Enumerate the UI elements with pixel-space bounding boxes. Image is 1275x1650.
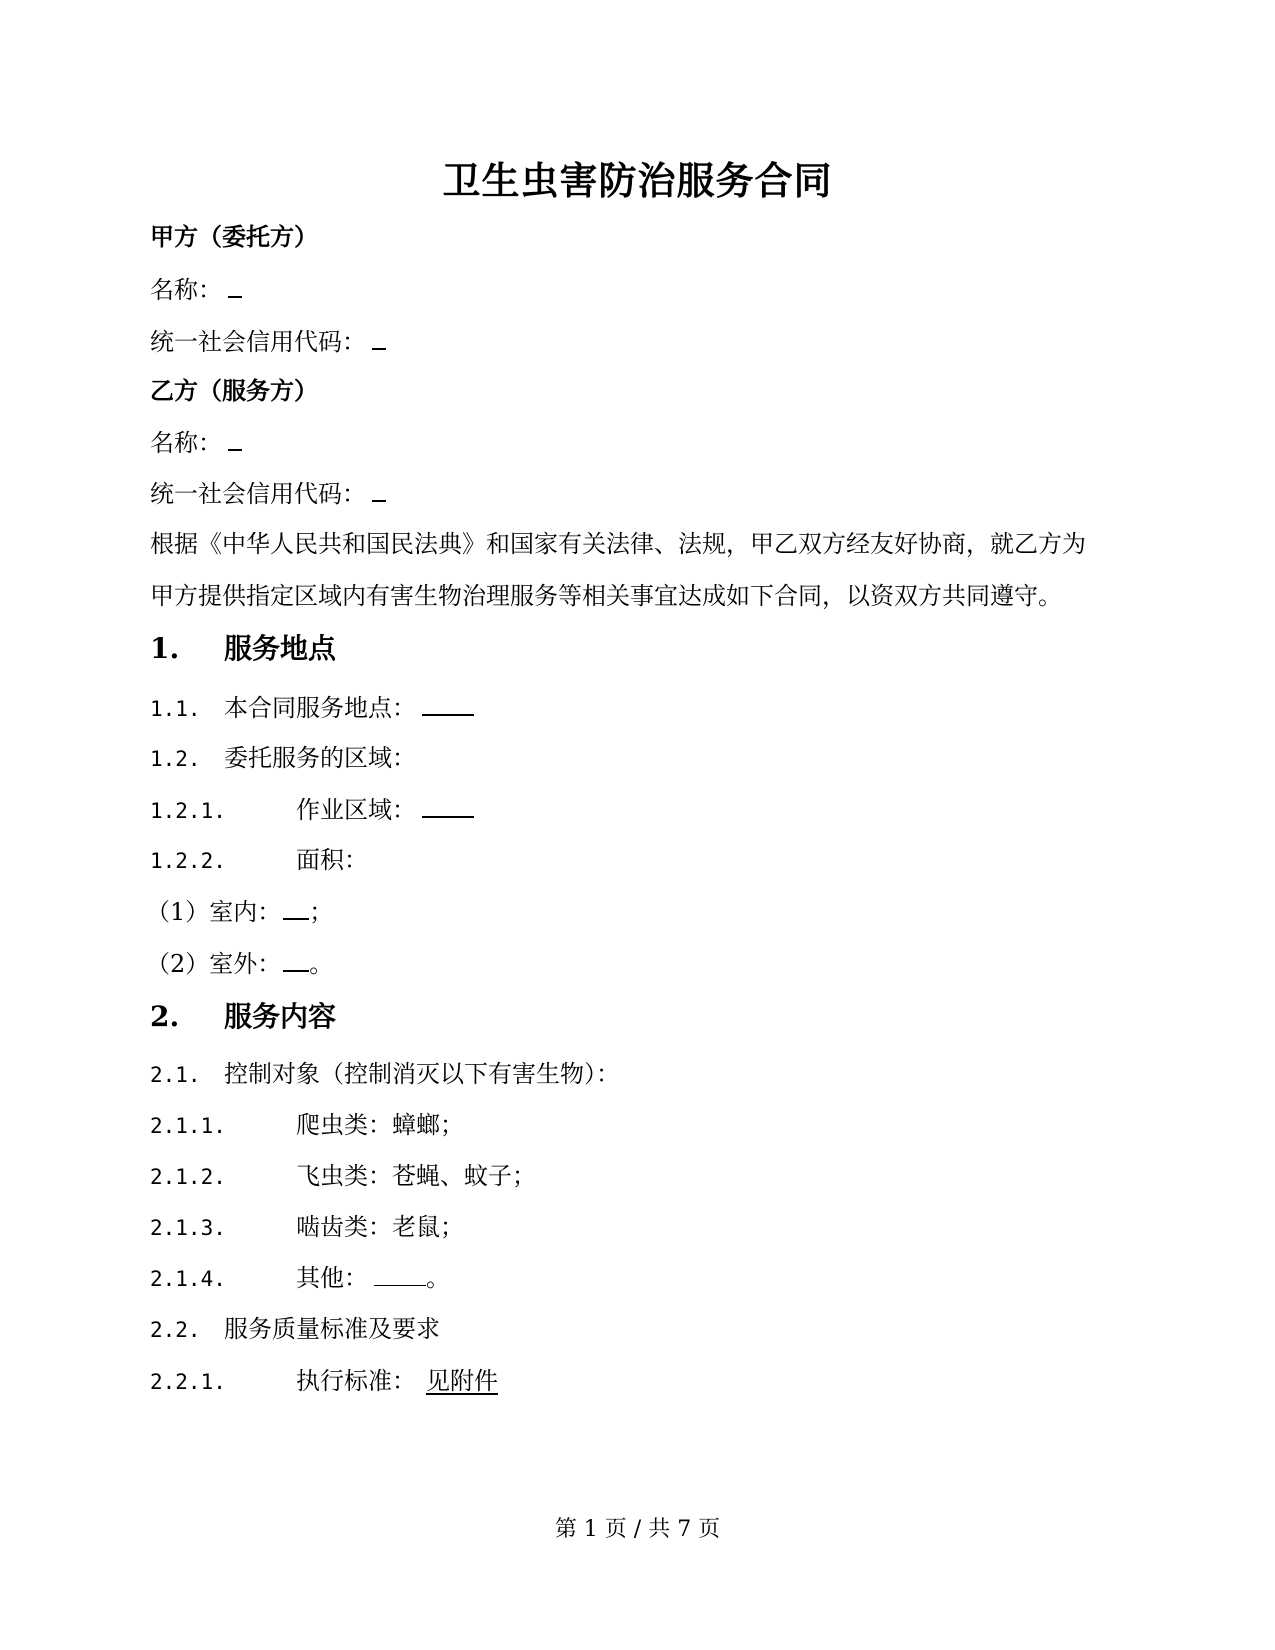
clause-text: 服务质量标准及要求 [224, 1315, 440, 1343]
clause-text: 爬虫类：蟑螂； [296, 1111, 464, 1139]
party-b-credit-label: 统一社会信用代码： [150, 480, 366, 508]
clause-2-1-4 [150, 1263, 450, 1294]
party-b-name [150, 427, 242, 458]
clause-number: 2.2. [150, 1318, 201, 1342]
party-a-credit-label: 统一社会信用代码： [150, 328, 366, 356]
work-area-blank [422, 794, 474, 818]
clause-2-1-3 [150, 1212, 464, 1243]
clause-number: 2.1.1. [150, 1114, 226, 1138]
other-pests-blank [374, 1267, 426, 1286]
party-b-heading: 乙方（服务方） [150, 376, 318, 405]
party-a-name-label: 名称： [150, 276, 222, 304]
clause-text: 控制对象（控制消灭以下有害生物）： [224, 1060, 620, 1088]
intro-line-2: 甲方提供指定区域内有害生物治理服务等相关事宜达成如下合同，以资双方共同遵守。 [150, 582, 1062, 610]
clause-text: 啮齿类：老鼠； [296, 1213, 464, 1241]
document-title: 卫生虫害防治服务合同 [442, 158, 833, 203]
clause-1-2-2 [150, 845, 368, 876]
clause-2-1-2 [150, 1161, 536, 1192]
clause-1-2-1 [150, 794, 474, 826]
clause-1-1 [150, 692, 474, 724]
outdoor-area [146, 948, 333, 979]
standard-value: 见附件 [426, 1367, 498, 1395]
clause-text: 委托服务的区域： [224, 744, 416, 772]
clause-2-2-1 [150, 1366, 502, 1397]
clause-number: 1.2. [150, 747, 201, 771]
clause-2-2 [150, 1314, 440, 1345]
clause-text: 作业区域： [296, 796, 416, 824]
clause-number: 2.1.3. [150, 1216, 226, 1240]
outdoor-label: （2）室外： [146, 950, 282, 978]
party-a-name-blank [228, 274, 242, 298]
section-2-heading [150, 1000, 336, 1034]
other-end: 。 [426, 1264, 450, 1292]
section-2-number: 2. [150, 1000, 180, 1033]
clause-number: 1.2.2. [150, 849, 226, 873]
clause-number: 2.2.1. [150, 1370, 226, 1394]
clause-number: 1.2.1. [150, 799, 226, 823]
page-footer: 第 1 页 / 共 7 页 [554, 1517, 721, 1542]
party-a-heading: 甲方（委托方） [150, 222, 318, 251]
clause-2-1-1 [150, 1110, 464, 1141]
party-a-credit-code [150, 326, 386, 357]
party-b-credit-code [150, 478, 386, 509]
clause-1-2 [150, 743, 416, 774]
party-b-credit-blank [372, 478, 386, 502]
clause-text: 其他： [296, 1264, 368, 1292]
indoor-blank [283, 896, 309, 920]
outdoor-blank [283, 948, 309, 972]
party-a-credit-blank [372, 326, 386, 350]
clause-number: 1.1. [150, 697, 201, 721]
clause-number: 2.1.4. [150, 1267, 226, 1291]
service-location-blank [422, 692, 474, 716]
clause-text: 面积： [296, 846, 368, 874]
clause-2-1 [150, 1059, 620, 1090]
party-a-name [150, 274, 242, 305]
indoor-area [146, 896, 333, 927]
section-1-number: 1. [150, 632, 180, 665]
party-b-name-label: 名称： [150, 429, 222, 457]
party-b-name-blank [228, 427, 242, 451]
section-1-title: 服务地点 [224, 632, 337, 665]
clause-number: 2.1. [150, 1063, 201, 1087]
indoor-label: （1）室内： [146, 898, 282, 926]
clause-text: 执行标准： [296, 1367, 416, 1395]
section-1-heading [150, 632, 336, 666]
section-2-title: 服务内容 [224, 1000, 337, 1033]
clause-text: 本合同服务地点： [224, 694, 416, 722]
intro-line-1: 根据《中华人民共和国民法典》和国家有关法律、法规，甲乙双方经友好协商，就乙方为 [150, 530, 1086, 558]
outdoor-end: 。 [309, 950, 334, 978]
indoor-end: ； [309, 898, 334, 926]
clause-number: 2.1.2. [150, 1165, 226, 1189]
clause-text: 飞虫类：苍蝇、蚊子； [296, 1162, 536, 1190]
